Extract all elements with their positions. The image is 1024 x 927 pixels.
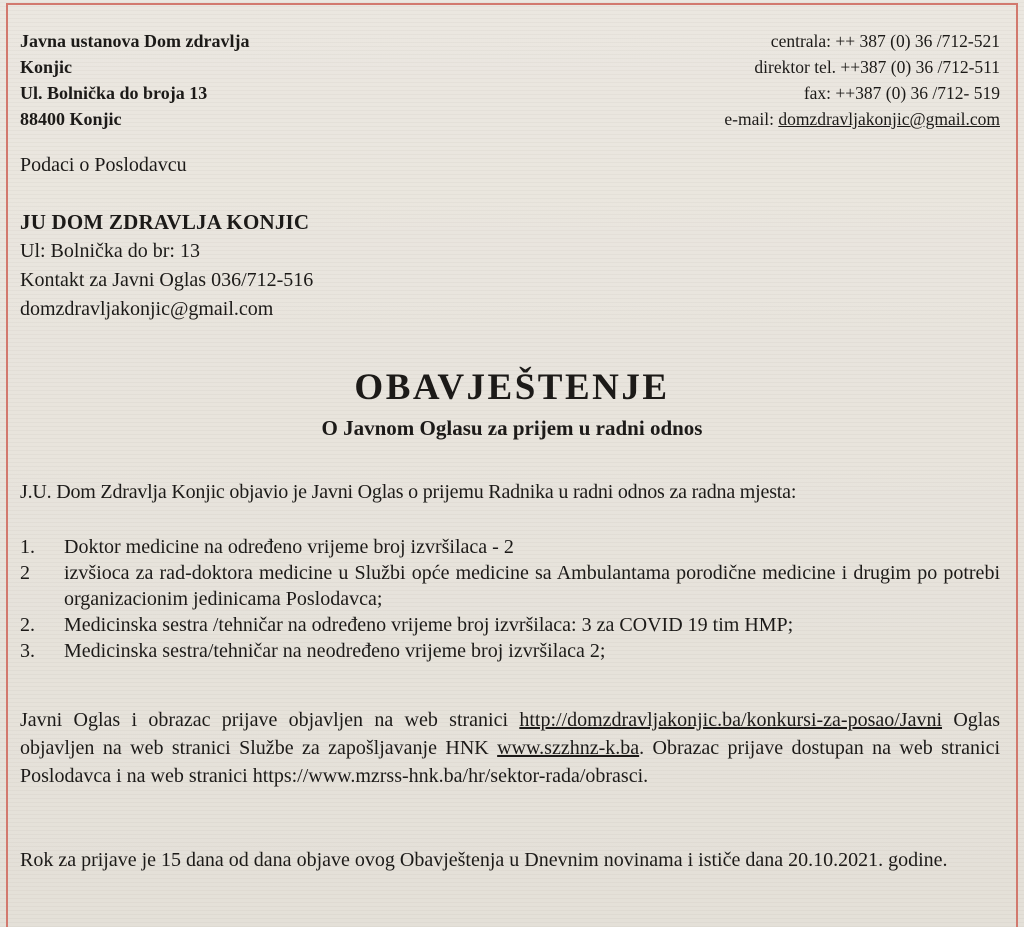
list-item bbox=[20, 534, 1000, 560]
para1-text-start: Javni Oglas i obrazac prijave objavljen na web stranici bbox=[20, 709, 520, 731]
list-item-number: 2. bbox=[20, 614, 35, 636]
list-item-text: Medicinska sestra/tehničar na neodređeno vrijeme broj izvršilaca 2; bbox=[64, 640, 606, 662]
institution-address bbox=[20, 28, 250, 132]
deadline-paragraph: Rok za prijave je 15 dana od dana objave ovog Obavještenja u Dnevnim novinama i ističe dana 20.10.2021. godine. bbox=[20, 849, 948, 871]
central-phone: centrala: ++ 387 (0) 36 /712-521 bbox=[770, 31, 1000, 51]
employer-section-label: Podaci o Poslodavcu bbox=[20, 154, 187, 176]
institution-postal: 88400 Konjic bbox=[20, 109, 122, 129]
fax-number: fax: ++387 (0) 36 /712- 519 bbox=[803, 83, 1000, 103]
list-item-text: Medicinska sestra /tehničar na određeno vrijeme broj izvršilaca: 3 za COVID 19 tim HMP; bbox=[64, 614, 794, 636]
list-item-number: 2 bbox=[20, 562, 30, 584]
notice-title: OBAVJEŠTENJE bbox=[354, 367, 670, 408]
para1-text-middle: Oglas objavljen na web stranici Službe za zapošljavanje HNK bbox=[20, 709, 1000, 759]
employer-address: Ul: Bolnička do br: 13 bbox=[20, 240, 200, 262]
employer-email: domzdravljakonjic@gmail.com bbox=[20, 298, 274, 320]
application-info-paragraph bbox=[20, 706, 1000, 790]
institution-street: Ul. Bolnička do broja 13 bbox=[20, 83, 208, 103]
list-item bbox=[20, 612, 1000, 638]
list-item-text: Doktor medicine na određeno vrijeme broj izvršilaca - 2 bbox=[64, 536, 514, 558]
contact-block bbox=[724, 28, 1000, 132]
para1-text-end: . Obrazac prijave dostupan na web stranici Poslodavca i na web stranici https://www.mzrss-hnk.ba/hr/sektor-rada/obrasci. bbox=[20, 737, 1001, 787]
employer-info bbox=[20, 208, 313, 324]
employer-name: JU DOM ZDRAVLJA KONJIC bbox=[20, 210, 310, 234]
notice-subtitle: O Javnom Oglasu za prijem u radni odnos bbox=[321, 416, 703, 440]
email-line bbox=[724, 106, 1000, 132]
institution-city: Konjic bbox=[20, 57, 72, 77]
list-item-text: izvšioca za rad-doktora medicine u Službi opće medicine sa Ambulantama porodične medicine i drugim po potrebi organizacionim jedinicama Poslodavca; bbox=[64, 562, 1000, 610]
list-item bbox=[20, 560, 1000, 612]
employment-service-link[interactable]: www.szzhnz-k.ba bbox=[497, 737, 640, 759]
list-item-number: 1. bbox=[20, 536, 35, 558]
email-label: e-mail: bbox=[724, 109, 779, 129]
positions-list bbox=[20, 534, 1000, 664]
institution-name: Javna ustanova Dom zdravlja bbox=[20, 31, 250, 51]
list-item-number: 3. bbox=[20, 640, 35, 662]
director-phone: direktor tel. ++387 (0) 36 /712-511 bbox=[754, 57, 1000, 77]
website-link[interactable]: http://domzdravljakonjic.ba/konkursi-za-posao/Javni bbox=[519, 709, 943, 731]
email-address: domzdravljakonjic@gmail.com bbox=[778, 109, 1000, 129]
list-item bbox=[20, 638, 1000, 664]
employer-contact: Kontakt za Javni Oglas 036/712-516 bbox=[20, 269, 314, 291]
notice-intro: J.U. Dom Zdravlja Konjic objavio je Javni Oglas o prijemu Radnika u radni odnos za radna mjesta: bbox=[20, 481, 797, 503]
